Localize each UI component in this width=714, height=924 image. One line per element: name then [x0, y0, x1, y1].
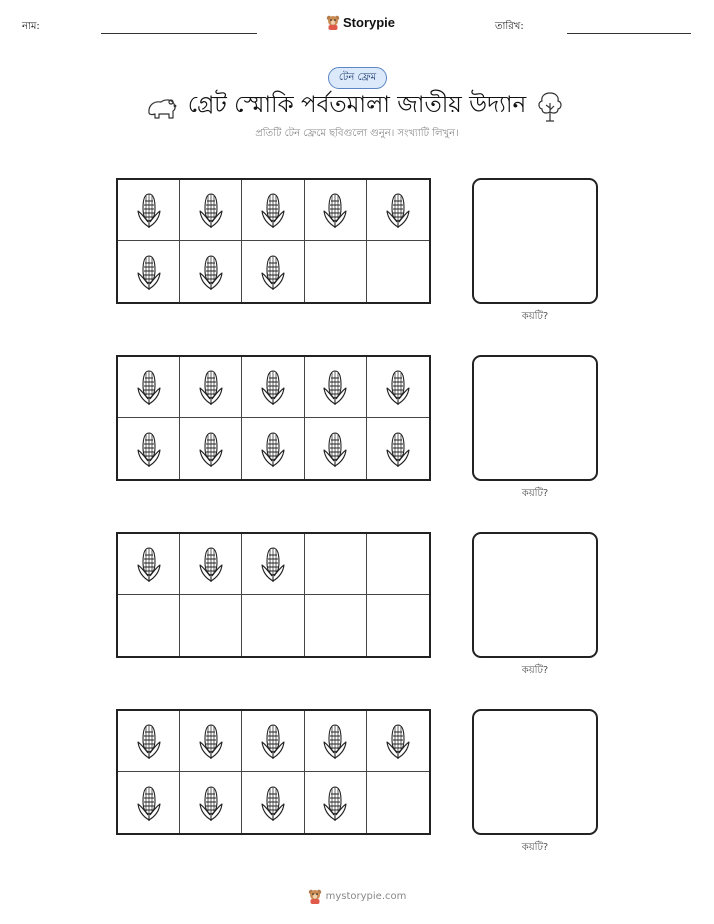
ten-frame-cell	[367, 357, 429, 418]
ten-frame-cell	[367, 711, 429, 772]
ten-frame-cell	[180, 534, 242, 595]
page-title: গ্রেট স্মোকি পর্বতমালা জাতীয় উদ্যান	[187, 92, 527, 118]
corn-icon	[259, 722, 287, 760]
ten-frame-cell	[118, 772, 180, 833]
corn-icon	[384, 368, 412, 406]
corn-icon	[384, 191, 412, 229]
corn-icon	[259, 430, 287, 468]
footer-url[interactable]: mystorypie.com	[325, 890, 407, 902]
corn-icon	[197, 722, 225, 760]
footer	[0, 888, 714, 904]
ten-frame-cell	[305, 180, 367, 241]
corn-icon	[321, 722, 349, 760]
corn-icon	[135, 191, 163, 229]
corn-icon	[321, 368, 349, 406]
question-label: কয়টি?	[521, 842, 549, 853]
corn-icon	[135, 368, 163, 406]
corn-icon	[259, 253, 287, 291]
ten-frame-cell	[305, 772, 367, 833]
ten-frame-cell	[242, 711, 304, 772]
question-label: কয়টি?	[521, 488, 549, 499]
instructions: প্রতিটি টেন ফ্রেমে ছবিগুলো গুনুন। সংখ্যাটি লিখুন।	[255, 128, 459, 139]
brand-logo	[326, 14, 395, 30]
bear-mascot-icon	[308, 888, 322, 904]
question-label: কয়টি?	[521, 665, 549, 676]
ten-frame-4	[116, 709, 431, 835]
ten-frame-cell	[180, 595, 242, 656]
ten-frame-cell	[118, 418, 180, 479]
answer-box-1[interactable]	[472, 178, 598, 304]
ten-frame-cell	[242, 595, 304, 656]
corn-icon	[259, 191, 287, 229]
ten-frame-cell	[367, 180, 429, 241]
ten-frame-cell	[118, 534, 180, 595]
corn-icon	[135, 545, 163, 583]
ten-frame-cell	[242, 418, 304, 479]
ten-frame-cell	[180, 357, 242, 418]
corn-icon	[259, 784, 287, 822]
corn-icon	[321, 191, 349, 229]
corn-icon	[321, 430, 349, 468]
corn-icon	[197, 253, 225, 291]
name-label: নাম:	[22, 21, 40, 32]
corn-icon	[135, 430, 163, 468]
ten-frame-cell	[242, 357, 304, 418]
ten-frame-cell	[118, 357, 180, 418]
worksheet-type-badge: টেন ফ্রেম	[328, 67, 387, 89]
ten-frame-cell	[180, 180, 242, 241]
corn-icon	[197, 545, 225, 583]
corn-icon	[384, 722, 412, 760]
question-label: কয়টি?	[521, 311, 549, 322]
ten-frame-cell	[367, 241, 429, 302]
ten-frame-cell	[305, 418, 367, 479]
answer-box-2[interactable]	[472, 355, 598, 481]
ten-frame-cell	[118, 180, 180, 241]
ten-frame-cell	[305, 357, 367, 418]
date-line[interactable]	[567, 33, 691, 34]
answer-box-3[interactable]	[472, 532, 598, 658]
ten-frame-cell	[367, 534, 429, 595]
ten-frame-cell	[242, 241, 304, 302]
ten-frame-cell	[118, 241, 180, 302]
ten-frame-cell	[118, 711, 180, 772]
corn-icon	[259, 545, 287, 583]
corn-icon	[321, 784, 349, 822]
ten-frame-cell	[118, 595, 180, 656]
tree-icon	[536, 91, 564, 123]
ten-frame-cell	[367, 418, 429, 479]
corn-icon	[259, 368, 287, 406]
ten-frame-cell	[242, 180, 304, 241]
ten-frame-cell	[180, 772, 242, 833]
corn-icon	[135, 253, 163, 291]
corn-icon	[197, 191, 225, 229]
bear-mascot-icon	[326, 14, 340, 30]
answer-box-4[interactable]	[472, 709, 598, 835]
ten-frame-cell	[242, 772, 304, 833]
ten-frame-cell	[367, 595, 429, 656]
corn-icon	[197, 784, 225, 822]
corn-icon	[135, 784, 163, 822]
ten-frame-cell	[305, 711, 367, 772]
ten-frame-cell	[242, 534, 304, 595]
corn-icon	[384, 430, 412, 468]
corn-icon	[197, 368, 225, 406]
date-label: তারিখ:	[495, 21, 524, 32]
ten-frame-2	[116, 355, 431, 481]
corn-icon	[197, 430, 225, 468]
ten-frame-cell	[180, 241, 242, 302]
name-line[interactable]	[101, 33, 257, 34]
ten-frame-cell	[305, 595, 367, 656]
ten-frame-cell	[180, 418, 242, 479]
corn-icon	[135, 722, 163, 760]
ten-frame-cell	[305, 241, 367, 302]
ten-frame-cell	[367, 772, 429, 833]
ten-frame-3	[116, 532, 431, 658]
ten-frame-1	[116, 178, 431, 304]
brand-name: Storypie	[343, 14, 396, 30]
ten-frame-cell	[305, 534, 367, 595]
ten-frame-cell	[180, 711, 242, 772]
